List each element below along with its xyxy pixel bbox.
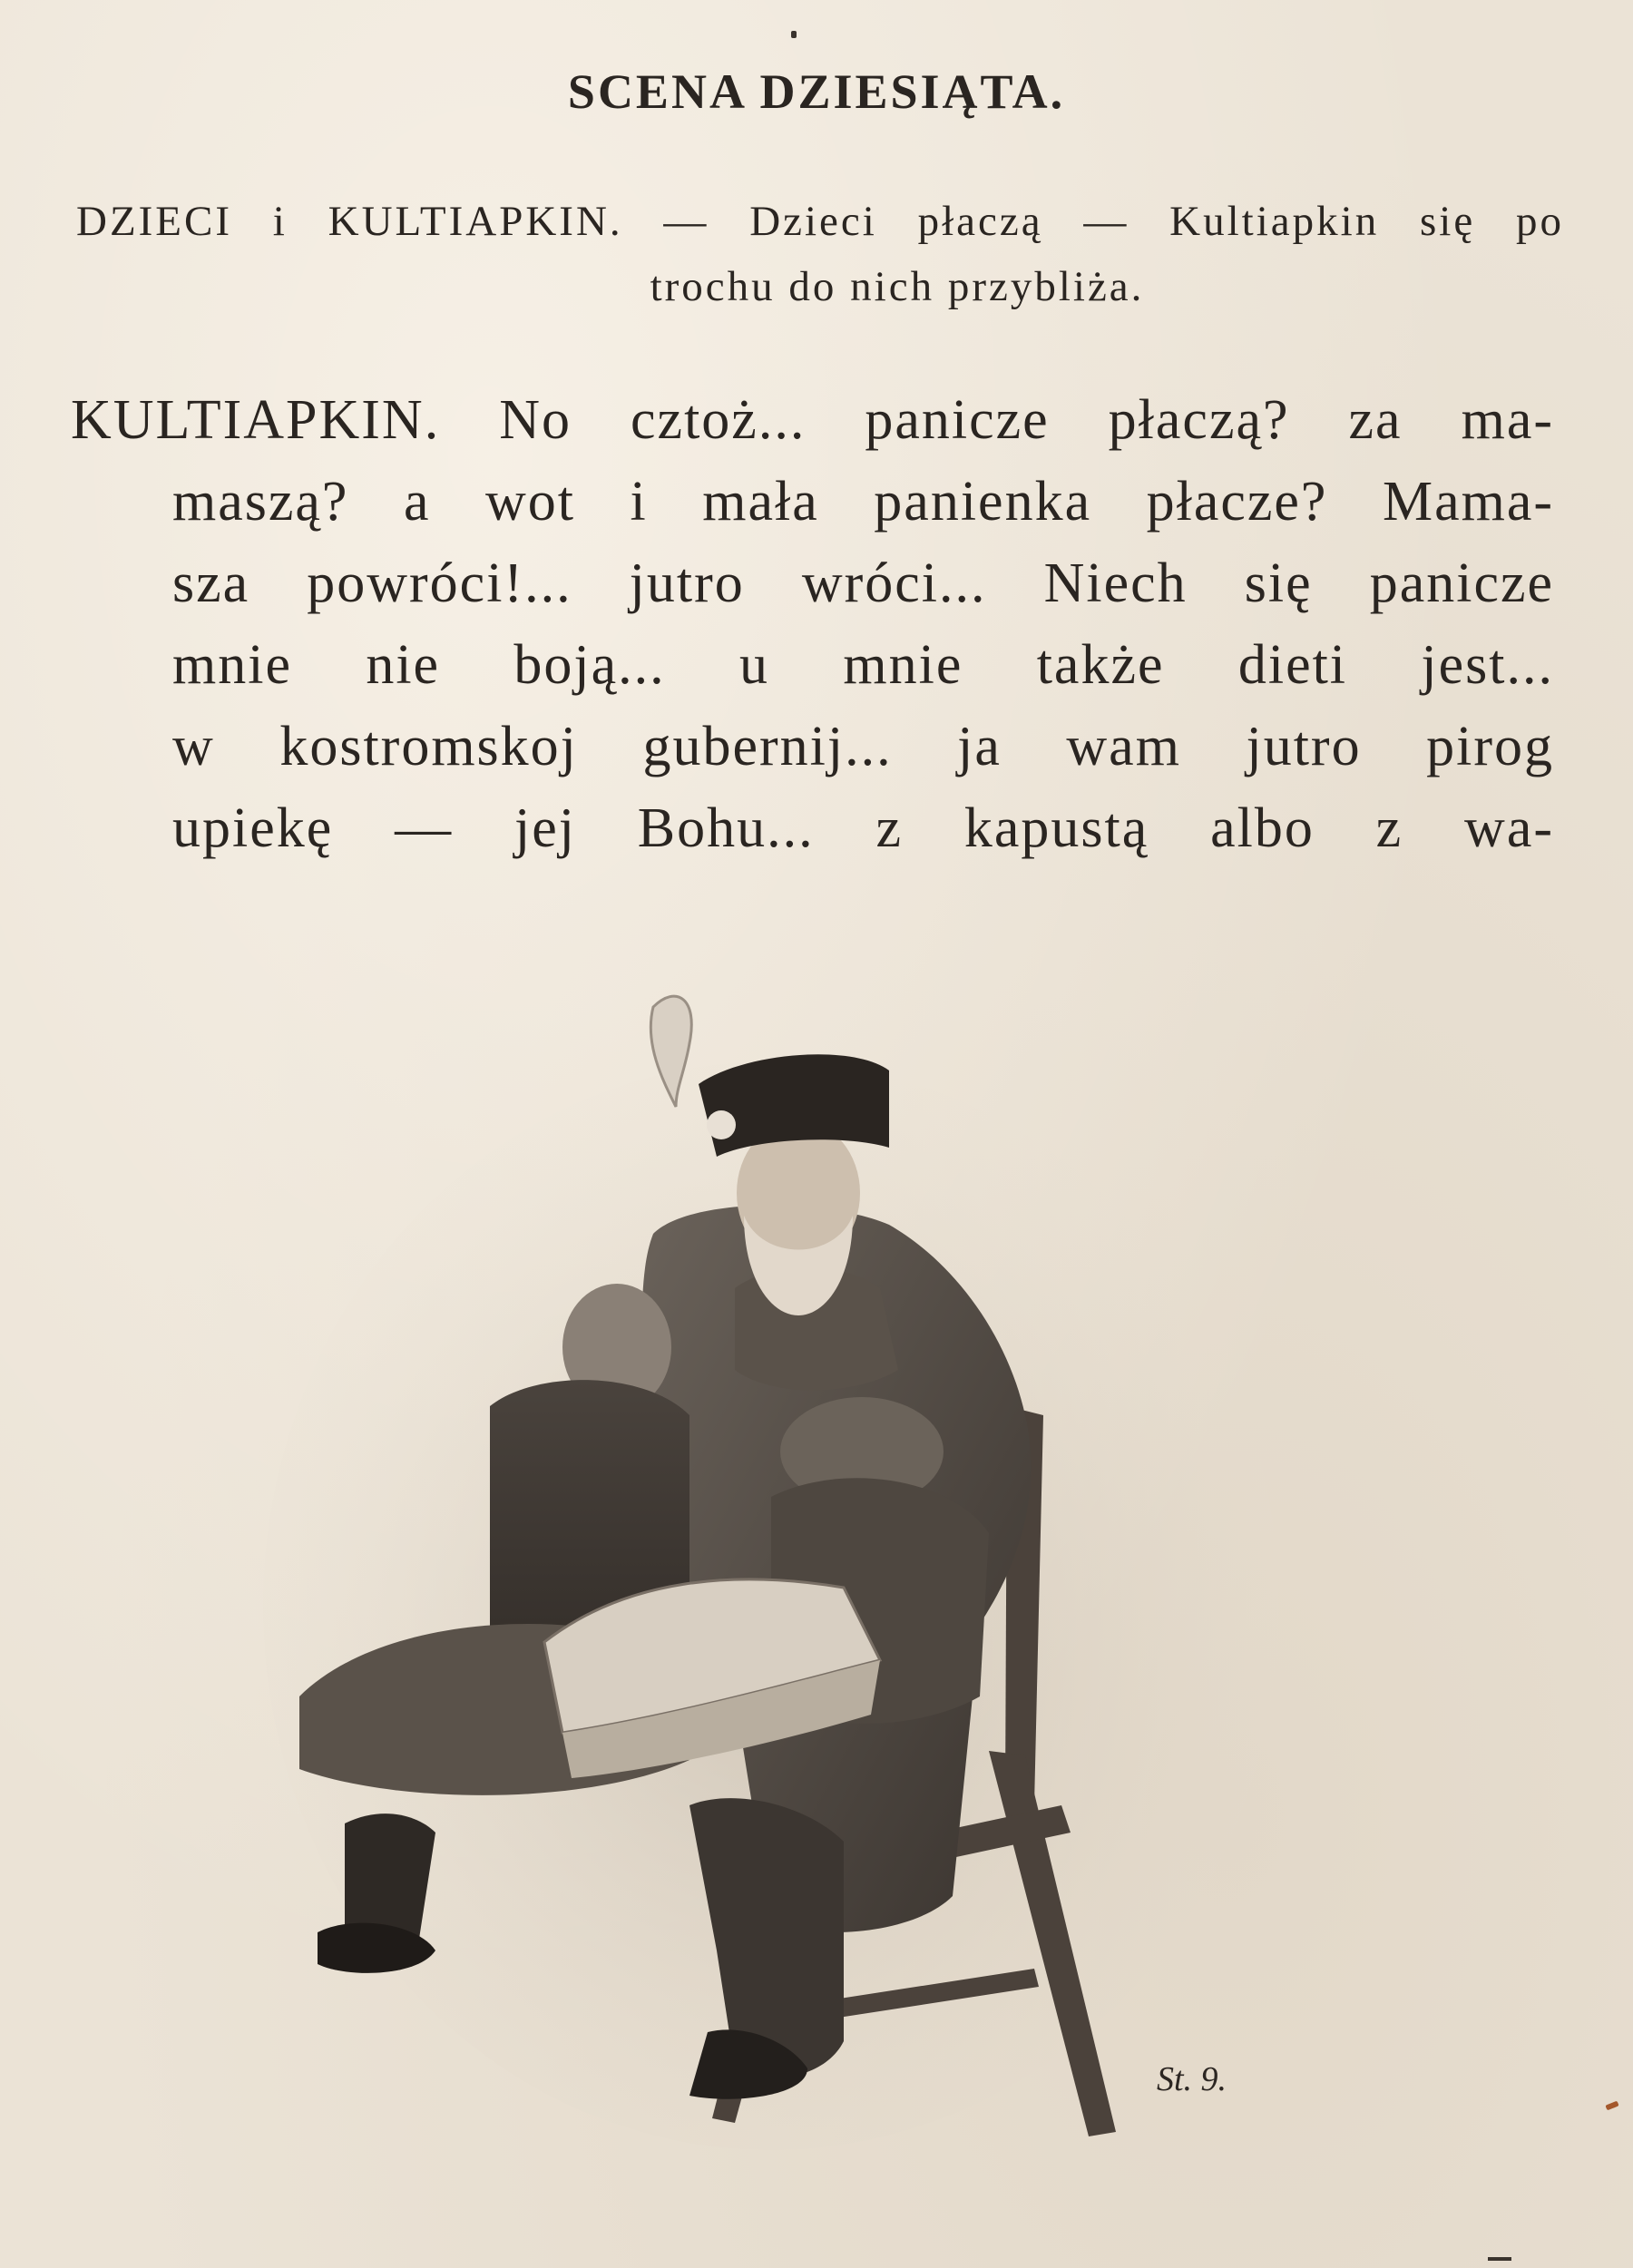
stage-direction	[76, 189, 1564, 319]
speech-line: KULTIAPKIN. No cztoż... panicze płaczą? za ma-	[71, 389, 1554, 451]
ink-speck	[1488, 2257, 1511, 2261]
scene-heading: SCENA DZIESIĄTA.	[567, 64, 1066, 119]
speech-line: sza powróci!... jutro wróci... Niech się panicze	[172, 552, 1554, 614]
ink-speck	[791, 31, 797, 38]
stage-direction-line: trochu do nich przybliża.	[650, 263, 1145, 310]
stage-direction-line: DZIECI i KULTIAPKIN. — Dzieci płaczą — Kultiapkin się po	[76, 198, 1564, 245]
speech-line: maszą? a wot i mała panienka płacze? Mama-	[172, 471, 1554, 533]
ink-speck	[1605, 2101, 1618, 2111]
speech-line: w kostromskoj gubernij... ja wam jutro pirog	[172, 716, 1554, 777]
speech-line: upiekę — jej Bohu... z kapustą albo z wa-	[172, 797, 1554, 859]
illustration-soldier-with-children	[263, 989, 1315, 2150]
speech-paragraph	[71, 379, 1554, 869]
artist-signature: St. 9.	[1157, 2060, 1227, 2098]
speech-line: mnie nie boją... u mnie także dieti jest...	[172, 634, 1554, 696]
